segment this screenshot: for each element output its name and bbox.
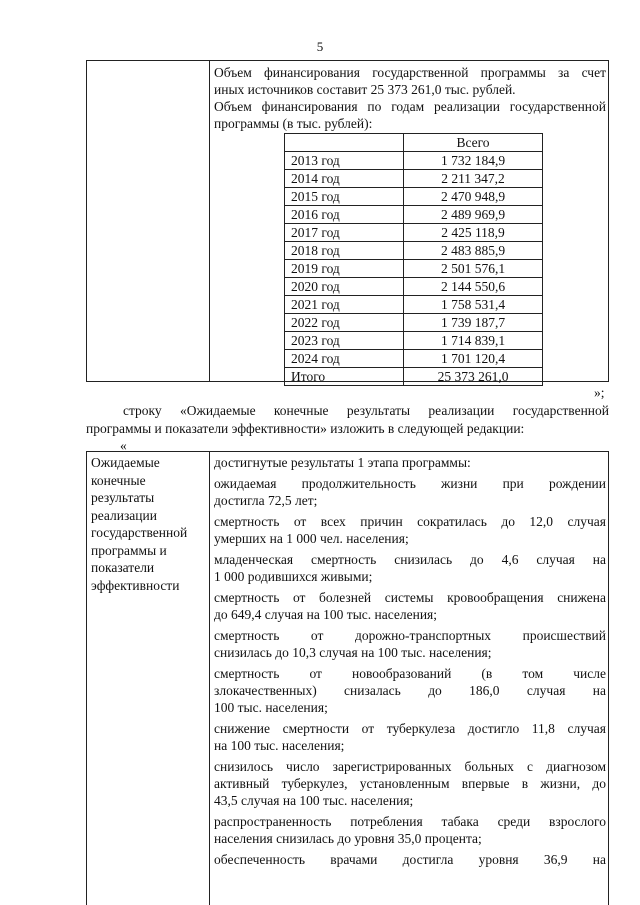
text-line: иных источников составит 25 373 261,0 тыс. рублей. <box>214 82 516 97</box>
value-cell: 2 483 885,9 <box>404 242 543 260</box>
year-cell: 2022 год <box>285 314 404 332</box>
header-empty-cell <box>285 134 404 152</box>
financing-text <box>214 64 606 132</box>
table-row <box>285 350 543 368</box>
text-line: строку «Ожидаемые конечные результаты реализации государственной <box>123 403 609 418</box>
year-cell: 2015 год <box>285 188 404 206</box>
list-item <box>214 720 606 754</box>
opening-quote: « <box>120 438 127 453</box>
year-cell: 2023 год <box>285 332 404 350</box>
results-heading: достигнутые результаты 1 этапа программы: <box>214 455 471 470</box>
label-line: программы и <box>91 542 167 558</box>
financing-paragraph-1 <box>214 64 606 98</box>
text-line: снижение смертности от туберкулеза достигло 11,8 случая <box>214 721 606 736</box>
page-number: 5 <box>316 39 324 54</box>
list-item <box>214 813 606 847</box>
year-cell: 2014 год <box>285 170 404 188</box>
text-line: смертность от новообразований (в том числе <box>214 666 606 681</box>
results-list <box>214 475 606 868</box>
year-cell: 2013 год <box>285 152 404 170</box>
text-line: снизилась до 10,3 случая на 100 тыс. населения; <box>214 645 492 660</box>
list-item <box>214 475 606 509</box>
year-cell: 2019 год <box>285 260 404 278</box>
text-line: 100 тыс. населения; <box>214 700 328 715</box>
table-total-row <box>285 368 543 386</box>
year-cell: 2020 год <box>285 278 404 296</box>
table-row <box>285 260 543 278</box>
year-cell: 2017 год <box>285 224 404 242</box>
value-cell: 1 714 839,1 <box>404 332 543 350</box>
text-line: Объем финансирования по годам реализации государственной <box>214 99 606 114</box>
amendment-instruction <box>86 402 609 438</box>
text-line: населения снизилась до уровня 35,0 процента; <box>214 831 482 846</box>
table-header-row <box>285 134 543 152</box>
text-line: Объем финансирования государственной программы за счет <box>214 65 606 80</box>
column-divider <box>209 61 210 381</box>
table-row <box>285 224 543 242</box>
list-item <box>214 589 606 623</box>
text-line: обеспеченность врачами достигла уровня 36,9 на <box>214 852 606 867</box>
table-row <box>285 206 543 224</box>
list-item <box>214 513 606 547</box>
text-line: на 100 тыс. населения; <box>214 738 345 753</box>
text-line: распространенность потребления табака среди взрослого <box>214 814 606 829</box>
list-item <box>214 758 606 809</box>
text-line: программы и показатели эффективности» изложить в следующей редакции: <box>86 421 525 436</box>
label-line: эффективности <box>91 577 180 593</box>
text-line: снизилось число зарегистрированных больных с диагнозом <box>214 759 606 774</box>
total-label-cell: Итого <box>285 368 404 386</box>
list-item <box>214 665 606 716</box>
text-line: 1 000 родившихся живыми; <box>214 569 373 584</box>
text-line: смертность от дорожно-транспортных происшествий <box>214 628 606 643</box>
table-row <box>285 332 543 350</box>
total-value-cell: 25 373 261,0 <box>404 368 543 386</box>
column-divider <box>209 452 210 905</box>
text-line: младенческая смертность снизилась до 4,6 случая на <box>214 552 606 567</box>
text-line: до 649,4 случая на 100 тыс. населения; <box>214 607 438 622</box>
year-cell: 2018 год <box>285 242 404 260</box>
value-cell: 1 701 120,4 <box>404 350 543 368</box>
text-line: умерших на 1 000 чел. населения; <box>214 531 409 546</box>
year-cell: 2024 год <box>285 350 404 368</box>
label-line: государственной <box>91 525 188 540</box>
label-line: конечные <box>91 472 146 488</box>
table-row <box>285 278 543 296</box>
value-cell: 2 470 948,9 <box>404 188 543 206</box>
list-item <box>214 627 606 661</box>
financing-paragraph-2 <box>214 98 606 132</box>
label-line: реализации <box>91 507 157 523</box>
text-line: злокачественных) снизалась до 186,0 случая на <box>214 683 606 698</box>
row-label <box>91 454 207 594</box>
text-line: активный туберкулез, установленным впервые в жизни, до <box>214 776 606 791</box>
value-cell: 1 732 184,9 <box>404 152 543 170</box>
yearly-financing-table <box>284 133 543 386</box>
value-cell: 2 211 347,2 <box>404 170 543 188</box>
list-item <box>214 551 606 585</box>
text-line: смертность от всех причин сократилась до 12,0 случая <box>214 514 606 529</box>
list-item <box>214 851 606 868</box>
label-line: Ожидаемые <box>91 455 160 470</box>
text-line: ожидаемая продолжительность жизни при рождении <box>214 476 606 491</box>
label-line: результаты <box>91 490 155 505</box>
yearly-financing-rows <box>285 152 543 386</box>
table-row <box>285 314 543 332</box>
text-line: 43,5 случая на 100 тыс. населения; <box>214 793 414 808</box>
label-line: показатели <box>91 560 155 575</box>
value-cell: 2 144 550,6 <box>404 278 543 296</box>
year-cell: 2016 год <box>285 206 404 224</box>
table-row <box>285 188 543 206</box>
table-row <box>285 152 543 170</box>
closing-quote: »; <box>594 385 605 400</box>
text-line: программы (в тыс. рублей): <box>214 116 373 131</box>
table-row <box>285 296 543 314</box>
table-row <box>285 242 543 260</box>
text-line: достигла 72,5 лет; <box>214 493 318 508</box>
expected-results-content <box>214 454 606 872</box>
value-cell: 1 739 187,7 <box>404 314 543 332</box>
year-cell: 2021 год <box>285 296 404 314</box>
value-cell: 2 489 969,9 <box>404 206 543 224</box>
header-total-cell: Всего <box>404 134 543 152</box>
financing-table <box>86 60 609 382</box>
value-cell: 2 425 118,9 <box>404 224 543 242</box>
expected-results-table <box>86 451 609 905</box>
value-cell: 2 501 576,1 <box>404 260 543 278</box>
value-cell: 1 758 531,4 <box>404 296 543 314</box>
text-line: смертность от болезней системы кровообращения снижена <box>214 590 606 605</box>
table-row <box>285 170 543 188</box>
